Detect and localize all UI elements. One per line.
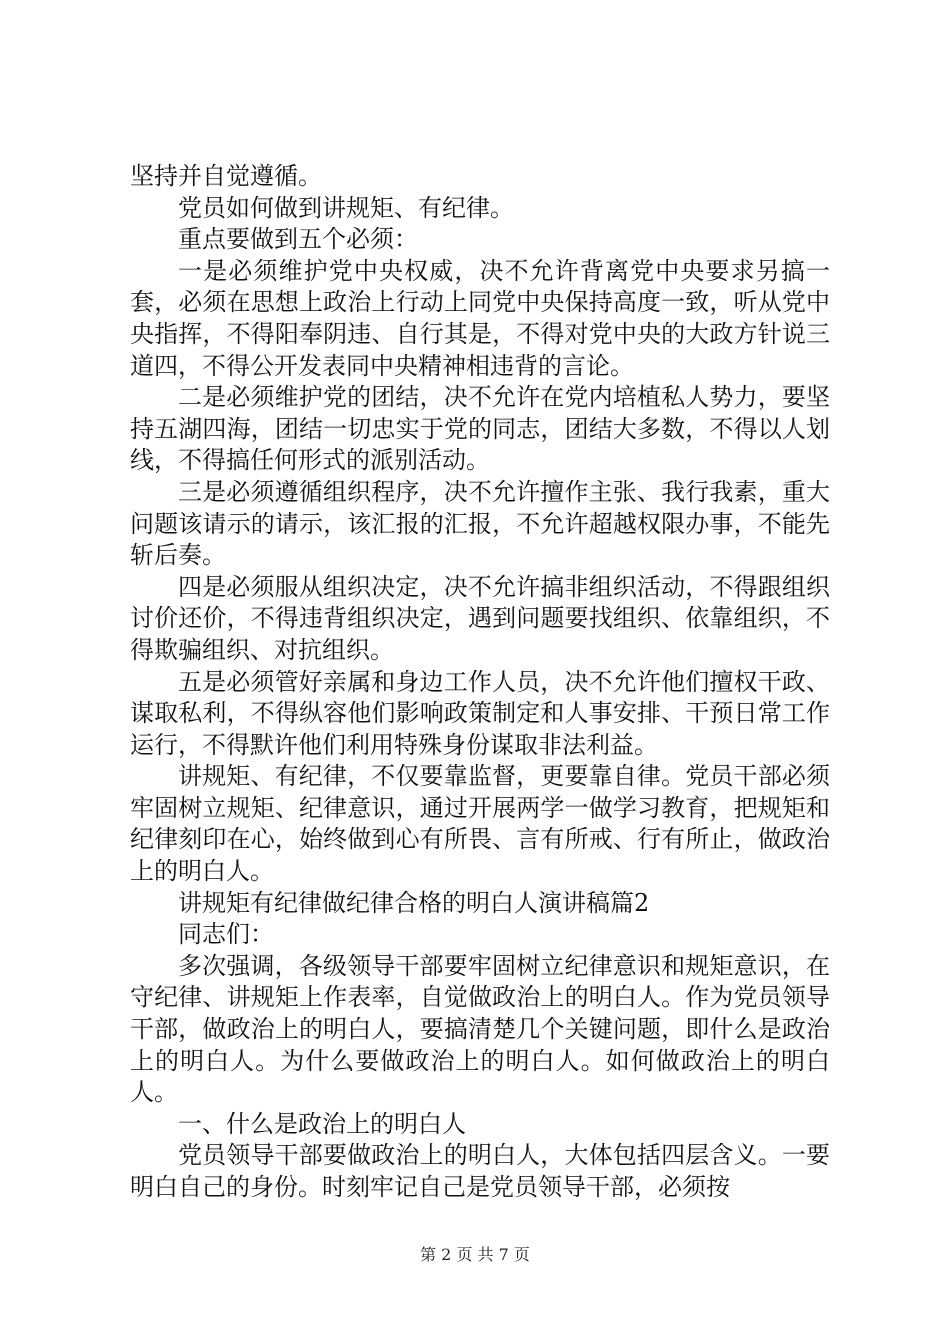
salutation: 同志们：: [178, 920, 274, 949]
document-body: [130, 161, 830, 1204]
paragraph: 党员领导干部要做政治上的明白人，大体包括四层含义。一要明白自己的身份。时刻牢记自己是党员领导干部，必须按: [130, 1141, 830, 1201]
paragraph: 二是必须维护党的团结，决不允许在党内培植私人势力，要坚持五湖四海，团结一切忠实于党的同志，团结大多数，不得以人划线，不得搞任何形式的派别活动。: [130, 383, 830, 475]
paragraph: 多次强调，各级领导干部要牢固树立纪律意识和规矩意识，在守纪律、讲规矩上作表率，自觉做政治上的明白人。作为党员领导干部，做政治上的明白人，要搞清楚几个关键问题，即什么是政治上的明白人。为什么要做政治上的明白人。如何做政治上的明白人。: [130, 951, 830, 1107]
paragraph: 一是必须维护党中央权威，决不允许背离党中央要求另搞一套，必须在思想上政治上行动上同党中央保持高度一致，听从党中央指挥，不得阳奉阴违、自行其是，不得对党中央的大政方针说三道四，不得公开发表同中央精神相违背的言论。: [130, 256, 830, 380]
paragraph: 四是必须服从组织决定，决不允许搞非组织活动，不得跟组织讨价还价，不得违背组织决定，遇到问题要找组织、依靠组织，不得欺骗组织、对抗组织。: [130, 572, 830, 664]
paragraph: 坚持并自觉遵循。: [130, 162, 322, 190]
section-title: 讲规矩有纪律做纪律合格的明白人演讲稿篇2: [178, 888, 650, 917]
paragraph: 三是必须遵循组织程序，决不允许擅作主张、我行我素，重大问题该请示的请示，该汇报的汇报，不允许超越权限办事，不能先斩后奏。: [130, 477, 830, 570]
paragraph: 讲规矩、有纪律，不仅要靠监督，更要靠自律。党员干部必须牢固树立规矩、纪律意识，通过开展两学一做学习教育，把规矩和纪律刻印在心，始终做到心有所畏、言有所戒、行有所止，做政治上的明白人。: [130, 762, 830, 886]
section-heading: 一、什么是政治上的明白人: [178, 1109, 466, 1138]
paragraph: 五是必须管好亲属和身边工作人员，决不允许他们擅权干政、谋取私利，不得纵容他们影响政策制定和人事安排、干预日常工作运行，不得默许他们利用特殊身份谋取非法利益。: [130, 667, 830, 759]
paragraph: 重点要做到五个必须：: [178, 225, 418, 254]
page-number-footer: 第 2 页 共 7 页: [420, 1245, 530, 1264]
paragraph: 党员如何做到讲规矩、有纪律。: [178, 193, 514, 222]
